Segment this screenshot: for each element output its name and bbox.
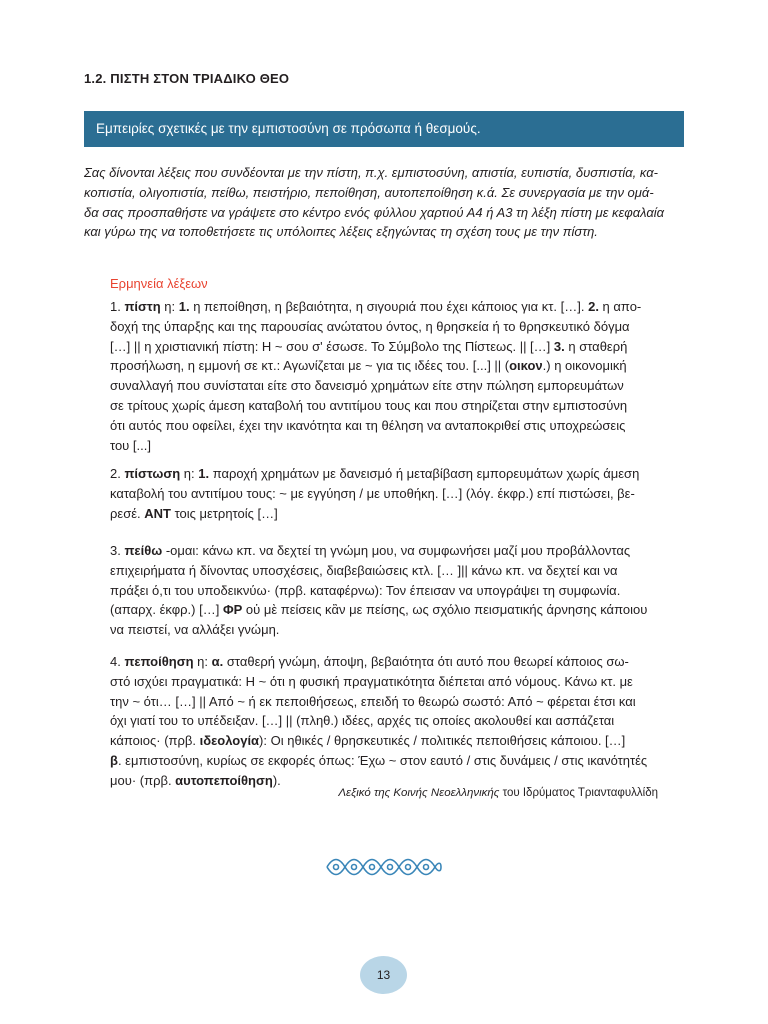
entry-text: δοχή της ύπαρξης και της παρουσίας ανώτατου όντος, η θρησκεία ή το θρησκευτικό δόγμα	[110, 318, 630, 334]
entry-line	[110, 731, 658, 751]
entry-text: σταθερή γνώμη, άποψη, βεβαιότητα ότι αυτό που θεωρεί κάποιος σω-	[223, 654, 629, 669]
bold-term: πίστωση	[124, 466, 181, 481]
entry-line	[110, 396, 658, 416]
bold-term: 2.	[588, 299, 599, 314]
source-title: Λεξικό της Κοινής Νεοελληνικής	[338, 787, 500, 799]
entry-line	[110, 711, 658, 731]
entry-text: στό ισχύει πραγματικά: Η ~ ότι η φυσική πραγματικότητα διέπεται από νόμους. Κάνω κτ. με	[110, 673, 633, 689]
page-number: 13	[376, 968, 391, 982]
bold-term: πείθω	[124, 543, 163, 558]
intro-paragraph	[84, 163, 684, 242]
bold-term: ιδεολογία	[199, 733, 260, 749]
entry-text: η:	[160, 299, 179, 314]
entry-text: . εμπιστοσύνη, κυρίως σε εκφορές όπως: Έχω ~ στον εαυτό / στις δυνάμεις / στις ικανότητές	[117, 752, 648, 768]
entry-text: την ~ ότι… […] || Από ~ ή εκ πεποιθήσεως, επειδή το θεωρώ σωστό: Από ~ φέρεται έτσι και	[110, 693, 636, 709]
entry-line	[110, 337, 658, 357]
page-number-badge	[360, 956, 407, 994]
bold-term: ΑΝΤ	[144, 505, 171, 521]
entry-text: ).	[272, 772, 281, 788]
intro-line: δα σας προσπαθήστε να γράψετε στο κέντρο ενός φύλλου χαρτιού Α4 ή Α3 τη λέξη πίστη με κεφαλαία	[84, 204, 665, 220]
entry-text: όχι γιατί του το υπέδειξαν. […] || (πληθ.) ιδέες, αρχές τις οποίες ακολουθεί και ασπάζεται	[110, 713, 615, 729]
entry-text: 1.	[110, 299, 125, 314]
entry-text: τοις μετρητοίς […]	[170, 505, 278, 521]
entry-line	[110, 600, 658, 620]
entry-line	[110, 561, 658, 581]
entry-text: επιχειρήματα ή δίνοντας υποσχέσεις, διαβεβαιώσεις κτλ. [… ]|| κάνω κπ. να δεχτεί και να	[110, 562, 618, 578]
entry-text: η πεποίθηση, η βεβαιότητα, η σιγουριά που έχει κάποιος για κτ. […].	[189, 299, 589, 314]
intro-line: κοπιστία, ολιγοπιστία, πείθω, πειστήριο, πεποίθηση, αυτοπεποίθηση κ.ά. Σε συνεργασία με την ομά-	[84, 184, 654, 200]
bold-term: 1.	[198, 466, 210, 481]
bold-term: αυτοπεποίθηση	[175, 772, 273, 788]
entry-text: πράξει ό,τι του υποδεικνύω· (πρβ. καταφέρνω): Τον έπεισαν να υπογράψει τη συμφωνία.	[110, 582, 621, 598]
entry-text: προσήλωση, η εμμονή σε κτ.: Αγωνίζεται με ~ για τις ιδέες του. [...] || (	[110, 358, 510, 374]
entry-text: .) η οικονομική	[542, 358, 627, 374]
bold-term: οικον	[509, 358, 543, 374]
bold-term: β	[110, 752, 118, 768]
entry-line	[110, 652, 658, 672]
entry-pepoithisi	[110, 652, 658, 791]
entry-line	[110, 436, 658, 456]
entry-line	[110, 620, 658, 640]
bold-term: πεποίθηση	[124, 654, 194, 669]
source-citation	[110, 787, 658, 799]
entry-line	[110, 504, 658, 524]
bold-term: ΦΡ	[222, 602, 243, 618]
entry-text: (απαρχ. έκφρ.) […]	[110, 602, 223, 618]
entry-text: […] || η χριστιανική πίστη: Η ~ σου σ' έσωσε. Το Σύμβολο της Πίστεως. || […]	[110, 338, 554, 354]
entry-text: καταβολή του αντιτίμου τους: ~ με εγγύηση / με υποθήκη. […] (λόγ. έκφρ.) επί πιστώσει, βε-	[110, 485, 635, 501]
entry-peitho	[110, 541, 658, 640]
entry-line	[110, 297, 658, 317]
entry-text: η σταθερή	[564, 338, 628, 354]
entry-text: ρεσέ.	[110, 505, 145, 521]
entry-text: -ομαι: κάνω κπ. να δεχτεί τη γνώμη μου, να συμφωνήσει μαζί μου προβάλλοντας	[162, 543, 631, 558]
entry-line	[110, 692, 658, 712]
entry-text: συναλλαγή που συνίσταται είτε στο δανεισμό χρημάτων είτε στην πώληση εμπορευμάτων	[110, 378, 624, 394]
bold-term: 3.	[553, 338, 565, 354]
entry-line	[110, 356, 658, 376]
entry-text: σε τρίτους χωρίς άμεση καταβολή του αντιτίμου τους και που στηρίζεται στην εμπιστοσύνη	[110, 397, 628, 413]
bold-term: α.	[211, 654, 224, 669]
entry-text: η:	[180, 466, 199, 481]
intro-line: και γύρω της να τοποθετήσετε τις υπόλοιπες λέξεις εξηγώντας τη σχέση τους με την πίστη.	[84, 224, 598, 240]
entry-line	[110, 541, 658, 561]
entry-text: παροχή χρημάτων με δανεισμό ή μεταβίβαση εμπορευμάτων χωρίς άμεση	[209, 466, 640, 481]
entry-text: 3.	[110, 543, 125, 558]
entry-line	[110, 416, 658, 436]
entry-line	[110, 484, 658, 504]
section-title: 1.2. ΠΙΣΤΗ ΣΤΟΝ ΤΡΙΑΔΙΚΟ ΘΕΟ	[84, 71, 290, 86]
decorative-knot-border-icon	[325, 855, 443, 879]
entry-text: μου· (πρβ.	[110, 772, 176, 788]
entry-text: ): Οι ηθικές / θρησκευτικές / πολιτικές πεποιθήσεις κάποιου. […]	[259, 733, 626, 749]
entry-text: του [...]	[110, 437, 151, 453]
entry-line	[110, 751, 658, 771]
entry-line	[110, 672, 658, 692]
entry-text: 4.	[110, 654, 125, 669]
entry-text: η απο-	[598, 299, 642, 314]
source-publisher: του Ιδρύματος Τριανταφυλλίδη	[499, 787, 658, 799]
entry-line	[110, 376, 658, 396]
entry-line	[110, 581, 658, 601]
entry-text: ότι αυτός που οφείλει, έχει την ικανότητα και τη θέληση να ανταποκριθεί στις υποχρεώσεις	[110, 417, 626, 433]
definitions-heading: Ερμηνεία λέξεων	[110, 276, 208, 291]
entry-line	[110, 317, 658, 337]
entry-pisti	[110, 297, 658, 455]
entry-text: 2.	[110, 466, 125, 481]
entry-pistosi	[110, 464, 658, 523]
entry-text: να πειστεί, να αλλάξει γνώμη.	[110, 622, 280, 638]
intro-line: Σας δίνονται λέξεις που συνδέονται με την πίστη, π.χ. εμπιστοσύνη, απιστία, ευπιστία, δυσπιστία, κα-	[84, 165, 658, 180]
bold-term: πίστη	[124, 299, 161, 314]
entry-line	[110, 464, 658, 484]
activity-banner: Εμπειρίες σχετικές με την εμπιστοσύνη σε πρόσωπα ή θεσμούς.	[84, 111, 684, 147]
entry-text: η:	[193, 654, 212, 669]
entry-text: οὐ μὲ πείσεις κἂν με πείσης, ως σχόλιο πεισματικής άρνησης κάποιου	[242, 602, 648, 618]
entry-text: κάποιος· (πρβ.	[110, 733, 200, 749]
bold-term: 1.	[178, 299, 190, 314]
